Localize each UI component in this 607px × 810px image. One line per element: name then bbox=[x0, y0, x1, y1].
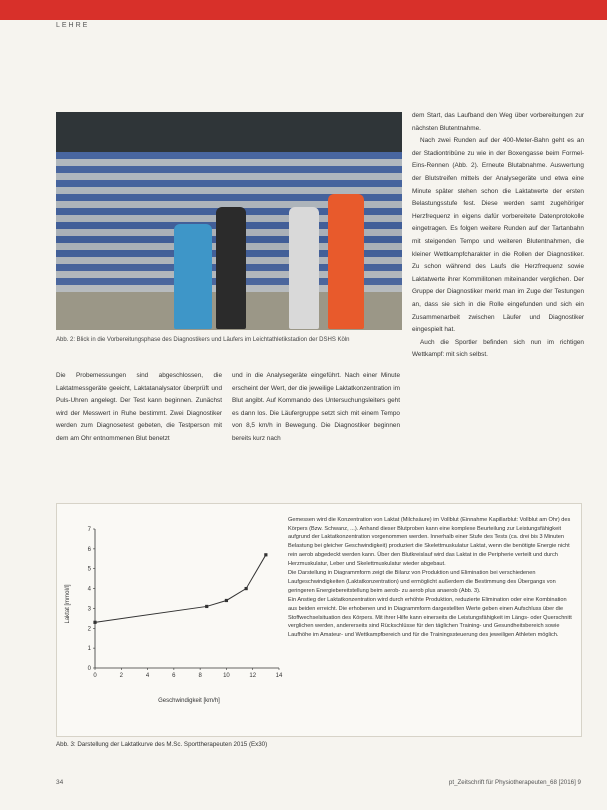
figure3-box bbox=[56, 503, 582, 737]
data-point bbox=[245, 587, 248, 590]
x-tick-label: 10 bbox=[223, 673, 230, 679]
body-paragraph: Auch die Sportler befinden sich nun im richtigen Wettkampf: mit sich selbst. bbox=[412, 338, 584, 359]
y-tick-label: 6 bbox=[87, 546, 91, 553]
x-axis-label: Geschwindigkeit [km/h] bbox=[158, 698, 220, 704]
body-column-b: und in die Analysegeräte eingeführt. Nach einer Minute erscheint der Wert, der die jeweilige Laktatkonzentration im Blut angibt. Auf Kommando des Untersuchungsleiters geht es dann los. Die Läufergruppe setzt sich mit einem Tempo von 8,5 km/h in Bewegung. Die Diagnostiker beginnen bereits kurz nach bbox=[232, 372, 400, 442]
stadium-roof bbox=[56, 112, 402, 152]
x-tick-label: 14 bbox=[275, 673, 283, 679]
x-tick-label: 8 bbox=[198, 673, 202, 679]
lactate-series-line bbox=[95, 555, 266, 623]
body-paragraph: dem Start, das Laufband den Weg über vorbereitungen zur nächsten Blutentnahme. bbox=[412, 112, 584, 132]
figure2-photo bbox=[56, 112, 402, 330]
description-paragraph: Gemessen wird die Konzentration von Laktat (Milchsäure) im Vollblut (Einnahme Kapillarblut: Vollblut am Ohr) des Körpers (Bzw. Schwanz, ...). Anhand dieser Blutproben kann eine komplexe Beurteilung zur Leistungsfähigkeit aufgrund der Laktatkonzentration vorgenommen werden. Innerhalb einer Stufe des Tests (ca. drei bis 3 Minuten Belastung bei gleicher Geschwindigkeit) produziert die Skelettmuskulatur Laktat, wenn die benötigte Energie nicht rein aerob abgedeckt werden kann. Über den Blutkreislauf wird das Laktat in die Peripherie verteilt und durch Herzmuskulatur, Leber und Skelettmuskulatur wieder abgebaut. bbox=[288, 517, 571, 567]
y-tick-label: 1 bbox=[87, 646, 91, 653]
x-tick-label: 4 bbox=[145, 673, 150, 679]
page-number: 34 bbox=[56, 779, 64, 786]
figure3-caption: Abb. 3: Darstellung der Laktatkurve des M.Sc. Sporttherapeuten 2015 (Ex30) bbox=[56, 741, 268, 748]
data-point bbox=[225, 599, 228, 602]
section-label: LEHRE bbox=[56, 22, 90, 29]
body-paragraph: Nach zwei Runden auf der 400-Meter-Bahn geht es an der Stadiontribüne zu wie in der Boxengasse beim Formel-Eins-Rennen (Abb. 2). Erneute Blutabnahme. Auswertung der Blutstreifen mittels der Analysegeräte und etwa eine Minute später stehen schon die Laktatwerte der ersten Belastungsstufe fest. Diese werden samt zugehöriger Herzfrequenz in eigens dafür vorbereitete Datenprotokolle eingetragen. Es folgen weitere Runden auf der Tartanbahn mit steigenden Tempo und weiteren Blutentnahmen, die kleiner Wettkampfcharakter in die Rollen der Diagnostiker. Zu schon während des Laufs die Herzfrequenz sowie Laktatwerte ihrer Kommilitonen miteinander verglichen. Der Gruppe der Diagnostiker merkt man im Zuge der Testungen an, dass sie sich in die Rolle eingefunden und sich ein Zusammenarbeit zwischen Läufer und Diagnostiker eingespielt hat. bbox=[412, 137, 584, 334]
y-axis-label: Laktat [mmol/l] bbox=[65, 584, 71, 624]
y-tick-label: 2 bbox=[87, 626, 91, 633]
top-color-bar bbox=[0, 0, 607, 20]
body-column-c bbox=[412, 110, 584, 362]
y-tick-label: 5 bbox=[87, 566, 91, 573]
y-tick-label: 3 bbox=[87, 606, 91, 613]
runner-figure bbox=[216, 207, 246, 329]
runner-figure bbox=[328, 194, 364, 329]
description-paragraph: Die Darstellung in Diagrammform zeigt die Bilanz von Produktion und Elimination bei verschiedenen Laufgeschwindigkeiten (Laktatkonzentration) und ermöglicht außerdem die Bestimmung des Übergangs von geringeren Energiebereitstellung beim aerob- zu aerob plus anaerob (Abb. 3). bbox=[288, 570, 556, 594]
x-tick-label: 2 bbox=[119, 673, 123, 679]
diagnostician-figure bbox=[289, 207, 319, 329]
y-tick-label: 0 bbox=[87, 666, 91, 672]
data-point bbox=[93, 621, 96, 624]
data-point bbox=[205, 605, 208, 608]
data-point bbox=[264, 553, 267, 556]
x-tick-label: 0 bbox=[93, 673, 97, 679]
journal-footer: pt_Zeitschrift für Physiotherapeuten_68 [2016] 9 bbox=[448, 779, 581, 786]
y-tick-label: 7 bbox=[87, 527, 91, 533]
x-tick-label: 6 bbox=[172, 673, 176, 679]
diagnostician-figure bbox=[174, 224, 212, 329]
description-paragraph: Ein Anstieg der Laktatkonzentration wird durch erhöhte Produktion, reduzierte Elimination oder eine Kombination aus beiden erreicht. Die erhobenen und in Diagrammform dargestellten Werte geben einen Aufschluss über die Stoffwechselsituation des Körpers. Mit ihrer Hilfe kann einerseits die Leistungsfähigkeit im Längs- oder Querschnitt verglichen werden, andererseits sind Rückschlüsse für den täglichen Training- und Gesundheitsbereich sowie Laufhöhe im Amateur- und Wettkampfbereich und für die Trainingssteuerung des jeweiligen Athleten möglich. bbox=[288, 597, 572, 639]
lactate-curve-chart bbox=[57, 504, 287, 736]
figure3-description bbox=[288, 516, 576, 641]
y-tick-label: 4 bbox=[87, 586, 91, 593]
body-column-a: Die Probemessungen sind abgeschlossen, die Laktatmessgeräte geeicht, Laktatanalysator überprüft und Puls-Uhren angelegt. Der Test kann beginnen. Zunächst wird der Messwert in Ruhe bestimmt. Zwei Diagnostiker werden zum Diagnosetest gebeten, die Testperson mit dem am Ohr entnommenen Blut benetzt bbox=[56, 372, 222, 442]
figure2-caption: Abb. 2: Blick in die Vorbereitungsphase des Diagnostikers und Läufers im Leichtathletikstadion der DSHS Köln bbox=[56, 337, 350, 343]
x-tick-label: 12 bbox=[249, 673, 257, 679]
